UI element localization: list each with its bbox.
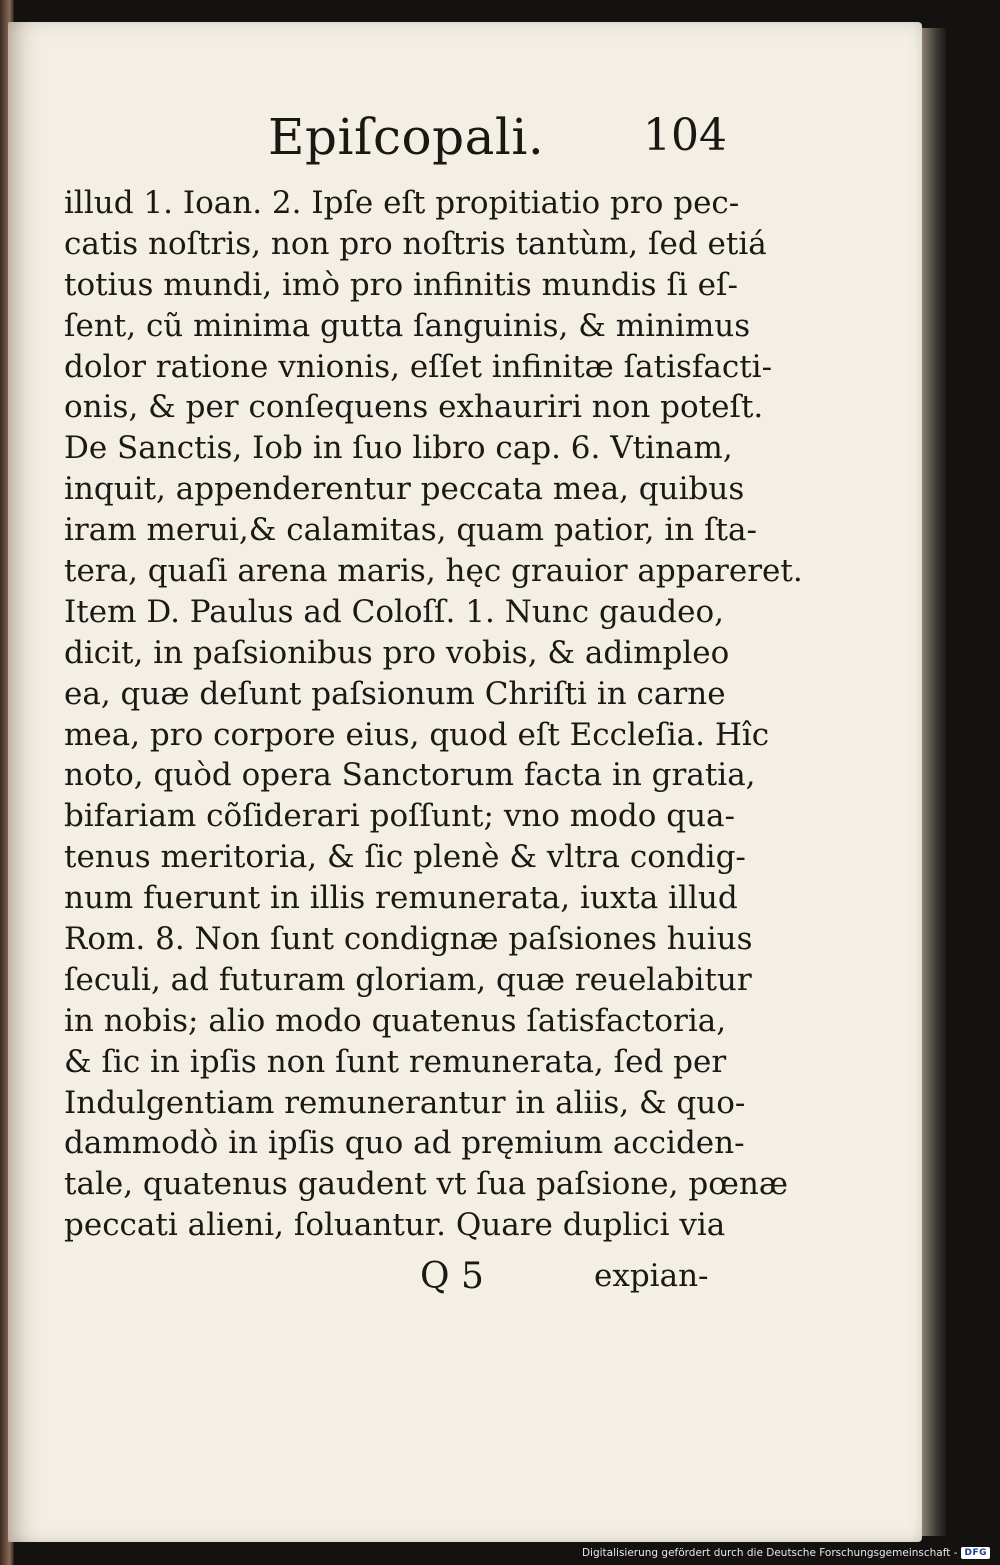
text-line: ſent, cũ minima gutta ſanguinis, & minimus bbox=[64, 307, 751, 344]
text-line: De Sanctis, Iob in ſuo libro cap. 6. Vtinam, bbox=[64, 430, 733, 467]
text-line: catis noſtris, non pro noſtris tantùm, ſed etiá bbox=[64, 225, 767, 262]
text-line: ea, quæ deſunt paſsionum Chriſti in carne bbox=[64, 675, 726, 712]
page-fore-edge bbox=[922, 28, 946, 1536]
signature-mark: Q 5 bbox=[420, 1256, 484, 1297]
text-line: iram merui,& calamitas, quam patior, in ſta- bbox=[64, 512, 757, 549]
text-line: illud 1. Ioan. 2. Ipſe eſt propitiatio pro pec- bbox=[64, 185, 740, 221]
page-footer bbox=[0, 1252, 1000, 1308]
page-header bbox=[0, 96, 1000, 186]
text-line: dammodò in ipſis quo ad pręmium acciden- bbox=[64, 1125, 745, 1162]
text-line: in nobis; alio modo quatenus ſatisfactoria, bbox=[64, 1002, 727, 1039]
dfg-logo: DFG bbox=[961, 1547, 990, 1559]
text-line: onis, & per conſequens exhauriri non poteſt. bbox=[64, 389, 764, 426]
text-line: dicit, in paſsionibus pro vobis, & adimpleo bbox=[64, 634, 730, 671]
text-line: bifariam cõſiderari poſſunt; vno modo qua- bbox=[64, 798, 735, 835]
digitization-credit bbox=[582, 1545, 990, 1561]
text-line: tera, quaſi arena maris, hęc grauior appareret. bbox=[64, 553, 803, 590]
text-line: totius mundi, imò pro infinitis mundis ſi eſ- bbox=[64, 266, 738, 303]
credit-text: Digitalisierung gefördert durch die Deutsche Forschungsgemeinschaft - bbox=[581, 1547, 958, 1559]
text-line: Indulgentiam remunerantur in aliis, & quo- bbox=[64, 1084, 746, 1121]
text-line: tenus meritoria, & ſic plenè & vltra condig- bbox=[64, 839, 746, 876]
text-line: ſeculi, ad futuram gloriam, quæ reuelabitur bbox=[64, 961, 752, 998]
text-line: Rom. 8. Non ſunt condignæ paſsiones huius bbox=[64, 921, 753, 958]
text-line: inquit, appenderentur peccata mea, quibus bbox=[64, 471, 745, 508]
text-line: dolor ratione vnionis, eſſet infinitæ ſatisfacti- bbox=[64, 348, 773, 385]
text-line: & ſic in ipſis non ſunt remunerata, ſed per bbox=[64, 1043, 727, 1080]
text-line: noto, quòd opera Sanctorum facta in gratia, bbox=[64, 757, 756, 794]
body-text bbox=[64, 183, 803, 1246]
text-line: tale, quatenus gaudent vt ſua paſsione, pœnæ bbox=[64, 1166, 788, 1203]
page-number: 104 bbox=[643, 110, 727, 161]
text-line: peccati alieni, ſoluantur. Quare duplici via bbox=[64, 1207, 726, 1244]
text-line: num fuerunt in illis remunerata, iuxta illud bbox=[64, 880, 738, 917]
text-line: Item D. Paulus ad Coloſſ. 1. Nunc gaudeo, bbox=[64, 593, 724, 630]
text-line: mea, pro corpore eius, quod eſt Eccleſia. Hîc bbox=[64, 716, 770, 753]
catchword: expian- bbox=[594, 1258, 709, 1294]
running-head: Epiſcopali. bbox=[268, 108, 545, 166]
